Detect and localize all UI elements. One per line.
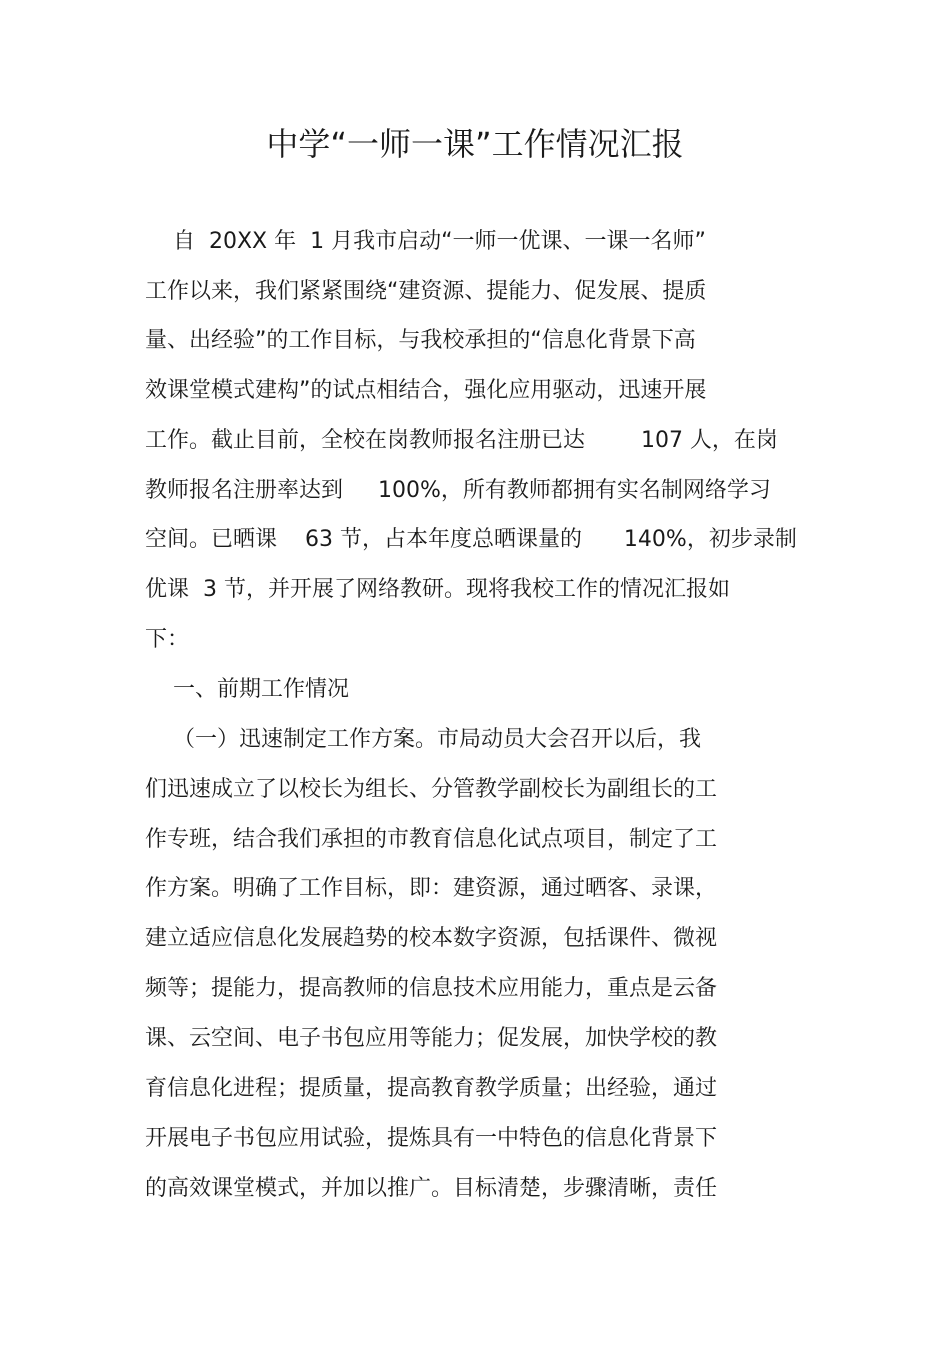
body-line: 下：: [145, 627, 190, 652]
body-line: 量、出经验”的工作目标，与我校承担的“信息化背景下高: [145, 328, 696, 353]
body-line: 空间。已晒课 63 节，占本年度总晒课量的 140%，初步录制: [145, 527, 797, 552]
body-line: 作专班，结合我们承担的市教育信息化试点项目，制定了工: [145, 827, 718, 852]
body-line: 作方案。明确了工作目标，即：建资源，通过晒客、录课，: [145, 876, 718, 901]
body-line: 效课堂模式建构”的试点相结合，强化应用驱动，迅速开展: [145, 378, 707, 403]
document-title: 中学“一师一课”工作情况汇报: [266, 125, 684, 163]
body-line: 的高效课堂模式，并加以推广。目标清楚，步骤清晰，责任: [145, 1176, 718, 1201]
body-line: 自 20XX 年 1 月我市启动“一师一优课、一课一名师”: [145, 229, 706, 254]
body-line: 们迅速成立了以校长为组长、分管教学副校长为副组长的工: [145, 777, 718, 802]
body-line: 工作。截止目前，全校在岗教师报名注册已达 107 人，在岗: [145, 428, 778, 453]
body-line: （一）迅速制定工作方案。市局动员大会召开以后，我: [145, 727, 701, 752]
section-heading: 一、前期工作情况: [145, 677, 349, 702]
body-line: 频等；提能力，提高教师的信息技术应用能力，重点是云备: [145, 976, 718, 1001]
body-line: 建立适应信息化发展趋势的校本数字资源，包括课件、微视: [145, 926, 718, 951]
body-line: 教师报名注册率达到 100%，所有教师都拥有实名制网络学习: [145, 478, 771, 503]
body-line: 开展电子书包应用试验，提炼具有一中特色的信息化背景下: [145, 1126, 718, 1151]
body-line: 优课 3 节，并开展了网络教研。现将我校工作的情况汇报如: [145, 577, 730, 602]
body-line: 工作以来，我们紧紧围绕“建资源、提能力、促发展、提质: [145, 279, 707, 304]
body-line: 课、云空间、电子书包应用等能力；促发展，加快学校的教: [145, 1026, 718, 1051]
body-line: 育信息化进程；提质量，提高教育教学质量；出经验，通过: [145, 1076, 718, 1101]
